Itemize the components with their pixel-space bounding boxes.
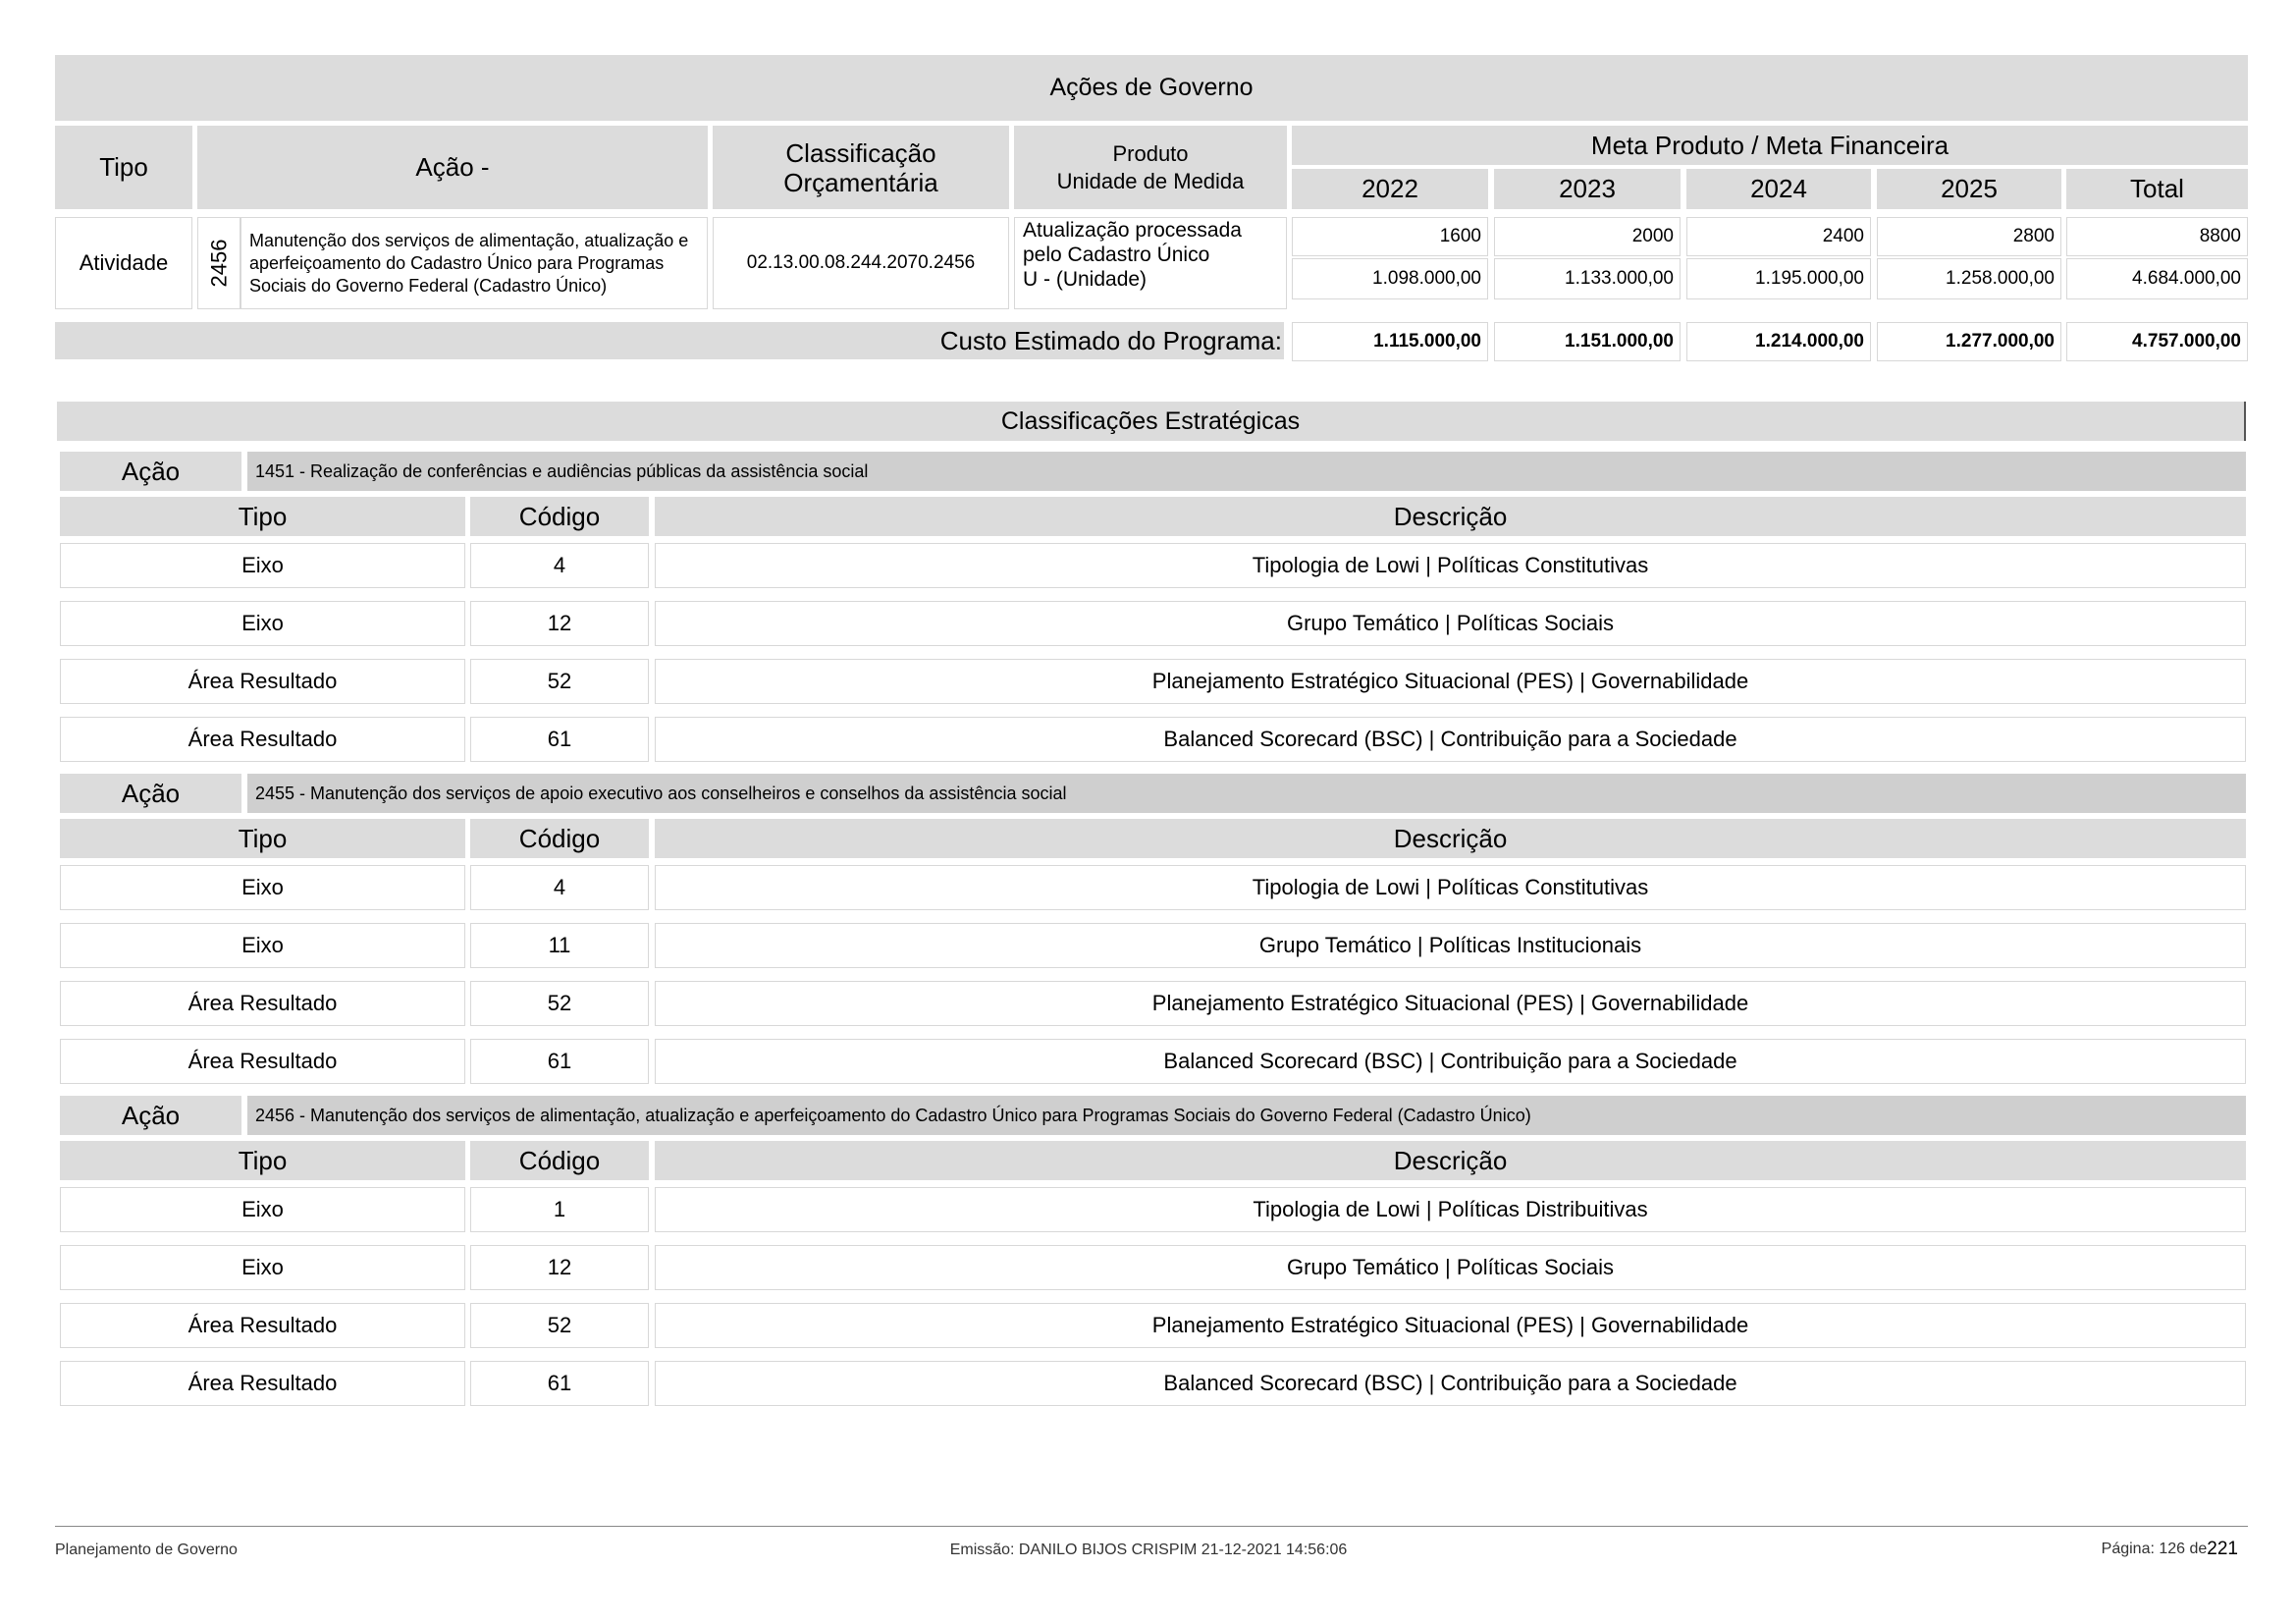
header-year-0: 2022	[1292, 169, 1488, 209]
acao-description: 2456 - Manutenção dos serviços de alimentação, atualização e aperfeiçoamento do Cadastro Único para Programas Sociais do Governo Federal (Cadastro Único)	[247, 1096, 2246, 1135]
table-row-descricao: Balanced Scorecard (BSC) | Contribuição para a Sociedade	[655, 1361, 2246, 1406]
meta-produto-3: 2800	[1877, 217, 2061, 256]
header-tipo: Tipo	[55, 126, 192, 209]
meta-financeira-4: 4.684.000,00	[2066, 258, 2248, 299]
acao-label: Ação	[60, 452, 241, 491]
table-row-descricao: Tipologia de Lowi | Políticas Constitutivas	[655, 865, 2246, 910]
custo-value-4: 4.757.000,00	[2066, 322, 2248, 361]
header-year-3: 2025	[1877, 169, 2061, 209]
table-row-descricao: Balanced Scorecard (BSC) | Contribuição para a Sociedade	[655, 1039, 2246, 1084]
meta-financeira-3: 1.258.000,00	[1877, 258, 2061, 299]
table-row-codigo: 4	[470, 543, 649, 588]
custo-label: Custo Estimado do Programa:	[55, 322, 1284, 359]
table-row-tipo: Área Resultado	[60, 717, 465, 762]
col-codigo-header: Código	[470, 1141, 649, 1180]
meta-financeira-2: 1.195.000,00	[1686, 258, 1871, 299]
row-produto	[1014, 217, 1287, 309]
col-tipo-header: Tipo	[60, 819, 465, 858]
col-descricao-header: Descrição	[655, 1141, 2246, 1180]
table-row-tipo: Área Resultado	[60, 1039, 465, 1084]
table-row-tipo: Eixo	[60, 543, 465, 588]
table-row-descricao: Grupo Temático | Políticas Sociais	[655, 1245, 2246, 1290]
custo-value-0: 1.115.000,00	[1292, 322, 1488, 361]
header-unidade-label: Unidade de Medida	[1056, 168, 1245, 193]
table-row-tipo: Área Resultado	[60, 1303, 465, 1348]
table-row-descricao: Planejamento Estratégico Situacional (PES) | Governabilidade	[655, 659, 2246, 704]
table-row-descricao: Planejamento Estratégico Situacional (PES) | Governabilidade	[655, 981, 2246, 1026]
footer-divider	[55, 1526, 2248, 1527]
custo-value-2: 1.214.000,00	[1686, 322, 1871, 361]
col-tipo-header: Tipo	[60, 1141, 465, 1180]
table-row-codigo: 52	[470, 1303, 649, 1348]
meta-produto-1: 2000	[1494, 217, 1681, 256]
acao-label: Ação	[60, 774, 241, 813]
row-codigo	[197, 217, 240, 309]
footer-pagina	[1845, 1538, 2238, 1561]
table-row-tipo: Eixo	[60, 923, 465, 968]
header-year-2: 2024	[1686, 169, 1871, 209]
acao-label: Ação	[60, 1096, 241, 1135]
table-row-tipo: Eixo	[60, 1245, 465, 1290]
col-tipo-header: Tipo	[60, 497, 465, 536]
table-row-tipo: Área Resultado	[60, 1361, 465, 1406]
table-row-codigo: 12	[470, 601, 649, 646]
table-row-codigo: 1	[470, 1187, 649, 1232]
header-produto	[1014, 126, 1287, 209]
table-row-descricao: Planejamento Estratégico Situacional (PES) | Governabilidade	[655, 1303, 2246, 1348]
header-year-4: Total	[2066, 169, 2248, 209]
header-produto-label: Produto	[1112, 140, 1189, 166]
col-codigo-header: Código	[470, 497, 649, 536]
custo-value-1: 1.151.000,00	[1494, 322, 1681, 361]
table-row-tipo: Área Resultado	[60, 981, 465, 1026]
table-row-codigo: 11	[470, 923, 649, 968]
header-acao: Ação -	[197, 126, 708, 209]
classificacoes-title: Classificações Estratégicas	[57, 402, 2246, 441]
row-produto-text: Atualização processada pelo Cadastro Único	[1023, 219, 1242, 266]
table-row-descricao: Balanced Scorecard (BSC) | Contribuição para a Sociedade	[655, 717, 2246, 762]
acoes-governo-title: Ações de Governo	[55, 55, 2248, 121]
table-row-codigo: 61	[470, 717, 649, 762]
col-codigo-header: Código	[470, 819, 649, 858]
table-row-descricao: Tipologia de Lowi | Políticas Constitutivas	[655, 543, 2246, 588]
footer-page-total: 221	[2207, 1539, 2238, 1559]
footer-left: Planejamento de Governo	[55, 1542, 238, 1558]
table-row-descricao: Grupo Temático | Políticas Sociais	[655, 601, 2246, 646]
table-row-codigo: 52	[470, 981, 649, 1026]
meta-produto-4: 8800	[2066, 217, 2248, 256]
table-row-tipo: Área Resultado	[60, 659, 465, 704]
header-year-1: 2023	[1494, 169, 1681, 209]
table-row-codigo: 12	[470, 1245, 649, 1290]
meta-financeira-0: 1.098.000,00	[1292, 258, 1488, 299]
footer-page-prefix: Página: 126 de	[2101, 1541, 2208, 1557]
row-classificacao: 02.13.00.08.244.2070.2456	[713, 217, 1009, 309]
custo-value-3: 1.277.000,00	[1877, 322, 2061, 361]
footer-emissao: Emissão: DANILO BIJOS CRISPIM 21-12-2021 14:56:06	[949, 1542, 1348, 1558]
table-row-codigo: 52	[470, 659, 649, 704]
acao-description: 1451 - Realização de conferências e audiências públicas da assistência social	[247, 452, 2246, 491]
table-row-descricao: Tipologia de Lowi | Políticas Distribuitivas	[655, 1187, 2246, 1232]
table-row-descricao: Grupo Temático | Políticas Institucionais	[655, 923, 2246, 968]
table-row-tipo: Eixo	[60, 601, 465, 646]
table-row-codigo: 61	[470, 1039, 649, 1084]
table-row-tipo: Eixo	[60, 865, 465, 910]
col-descricao-header: Descrição	[655, 497, 2246, 536]
row-acao-text: Manutenção dos serviços de alimentação, atualização e aperfeiçoamento do Cadastro Único para Programas Sociais do Governo Federal (Cadastro Único)	[240, 217, 708, 309]
acao-description: 2455 - Manutenção dos serviços de apoio executivo aos conselheiros e conselhos da assistência social	[247, 774, 2246, 813]
table-row-codigo: 61	[470, 1361, 649, 1406]
col-descricao-header: Descrição	[655, 819, 2246, 858]
table-row-tipo: Eixo	[60, 1187, 465, 1232]
meta-produto-0: 1600	[1292, 217, 1488, 256]
header-meta: Meta Produto / Meta Financeira	[1292, 126, 2248, 165]
row-unidade-text: U - (Unidade)	[1023, 268, 1148, 291]
row-tipo: Atividade	[55, 217, 192, 309]
meta-financeira-1: 1.133.000,00	[1494, 258, 1681, 299]
row-codigo-text: 2456	[206, 239, 232, 288]
header-classificacao: Classificação Orçamentária	[713, 126, 1009, 209]
table-row-codigo: 4	[470, 865, 649, 910]
meta-produto-2: 2400	[1686, 217, 1871, 256]
